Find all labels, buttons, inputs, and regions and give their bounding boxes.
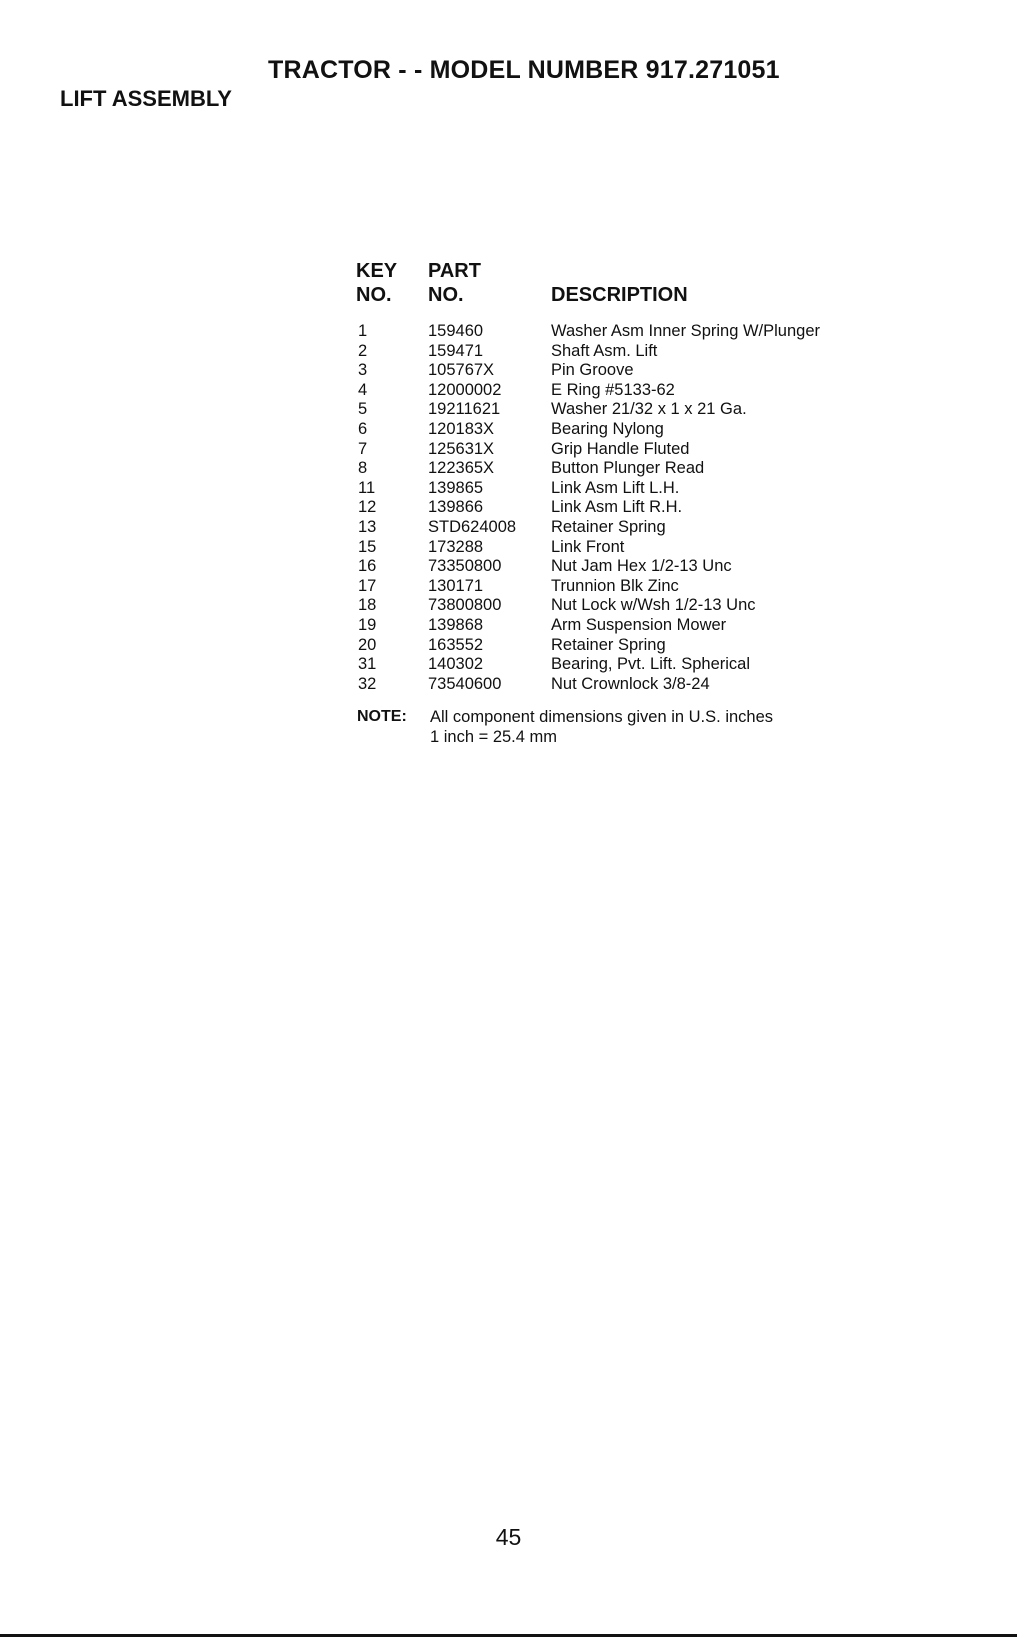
table-row <box>0 616 1017 636</box>
table-row <box>0 400 1017 420</box>
table-row <box>0 479 1017 499</box>
part-description: Bearing Nylong <box>551 419 664 438</box>
table-row <box>0 518 1017 538</box>
table-row <box>0 538 1017 558</box>
part-number: 140302 <box>428 655 484 674</box>
key-number: 5 <box>358 400 368 419</box>
key-number: 13 <box>358 517 377 536</box>
part-number: 173288 <box>428 537 484 556</box>
part-description: Link Asm Lift R.H. <box>551 498 683 517</box>
key-number: 16 <box>358 557 377 576</box>
table-row <box>0 361 1017 381</box>
part-number: STD624008 <box>428 517 517 536</box>
key-number: 17 <box>358 576 377 595</box>
table-row <box>0 557 1017 577</box>
page-number: 45 <box>495 1524 522 1550</box>
key-number: 6 <box>358 419 368 438</box>
table-row <box>0 322 1017 342</box>
part-number: 159471 <box>428 341 484 360</box>
part-number: 125631X <box>428 439 495 458</box>
part-description: Pin Groove <box>551 361 634 380</box>
part-number: 120183X <box>428 419 495 438</box>
table-row <box>0 636 1017 656</box>
table-row <box>0 459 1017 479</box>
part-number: 139865 <box>428 478 484 497</box>
part-number: 73540600 <box>428 674 502 693</box>
part-description: Nut Jam Hex 1/2-13 Unc <box>551 557 732 576</box>
part-number: 73350800 <box>428 557 502 576</box>
key-number: 15 <box>358 537 377 556</box>
table-row <box>0 675 1017 695</box>
part-description: E Ring #5133-62 <box>551 380 675 399</box>
part-description: Retainer Spring <box>551 517 666 536</box>
part-number: 159460 <box>428 322 484 340</box>
part-number: 130171 <box>428 576 484 595</box>
table-row <box>0 440 1017 460</box>
part-number: 139866 <box>428 498 484 517</box>
parts-table <box>0 322 1017 694</box>
section-title: LIFT ASSEMBLY <box>60 86 232 111</box>
column-header-key-line2: NO. <box>356 284 392 306</box>
column-header-description: DESCRIPTION <box>551 284 688 306</box>
part-description: Washer Asm Inner Spring W/Plunger <box>551 322 820 340</box>
part-description: Trunnion Blk Zinc <box>551 576 679 595</box>
part-description: Retainer Spring <box>551 635 666 654</box>
part-description: Nut Crownlock 3/8-24 <box>551 674 710 693</box>
part-description: Grip Handle Fluted <box>551 439 690 458</box>
key-number: 2 <box>358 341 368 360</box>
part-description: Shaft Asm. Lift <box>551 341 658 360</box>
part-description: Link Front <box>551 537 625 556</box>
note-text-line1: All component dimensions given in U.S. inches <box>430 708 774 726</box>
part-description: Nut Lock w/Wsh 1/2-13 Unc <box>551 596 756 615</box>
table-row <box>0 498 1017 518</box>
part-number: 163552 <box>428 635 484 654</box>
bottom-rule <box>0 1634 1017 1637</box>
part-description: Arm Suspension Mower <box>551 615 727 634</box>
key-number: 19 <box>358 615 377 634</box>
table-row <box>0 381 1017 401</box>
key-number: 4 <box>358 380 368 399</box>
key-number: 7 <box>358 439 368 458</box>
key-number: 8 <box>358 459 368 478</box>
table-row <box>0 577 1017 597</box>
part-number: 122365X <box>428 459 495 478</box>
table-row <box>0 342 1017 362</box>
part-description: Link Asm Lift L.H. <box>551 478 680 497</box>
note-text-line2: 1 inch = 25.4 mm <box>430 728 558 746</box>
key-number: 12 <box>358 498 377 517</box>
column-header-part-line1: PART <box>428 260 481 282</box>
part-number: 12000002 <box>428 380 502 399</box>
key-number: 1 <box>358 322 368 340</box>
note-label: NOTE: <box>357 708 407 725</box>
table-row <box>0 655 1017 675</box>
part-description: Bearing, Pvt. Lift. Spherical <box>551 655 751 674</box>
key-number: 18 <box>358 596 377 615</box>
part-description: Washer 21/32 x 1 x 21 Ga. <box>551 400 747 419</box>
part-number: 139868 <box>428 615 484 634</box>
part-number: 19211621 <box>428 400 501 419</box>
key-number: 11 <box>358 478 376 497</box>
key-number: 3 <box>358 361 368 380</box>
page-title: TRACTOR - - MODEL NUMBER 917.271051 <box>268 56 780 84</box>
key-number: 32 <box>358 674 377 693</box>
part-number: 73800800 <box>428 596 502 615</box>
key-number: 20 <box>358 635 377 654</box>
table-row <box>0 420 1017 440</box>
part-description: Button Plunger Read <box>551 459 705 478</box>
part-number: 105767X <box>428 361 495 380</box>
key-number: 31 <box>358 655 377 674</box>
column-header-key-line1: KEY <box>356 260 398 282</box>
column-header-part-line2: NO. <box>428 284 464 306</box>
table-row <box>0 596 1017 616</box>
